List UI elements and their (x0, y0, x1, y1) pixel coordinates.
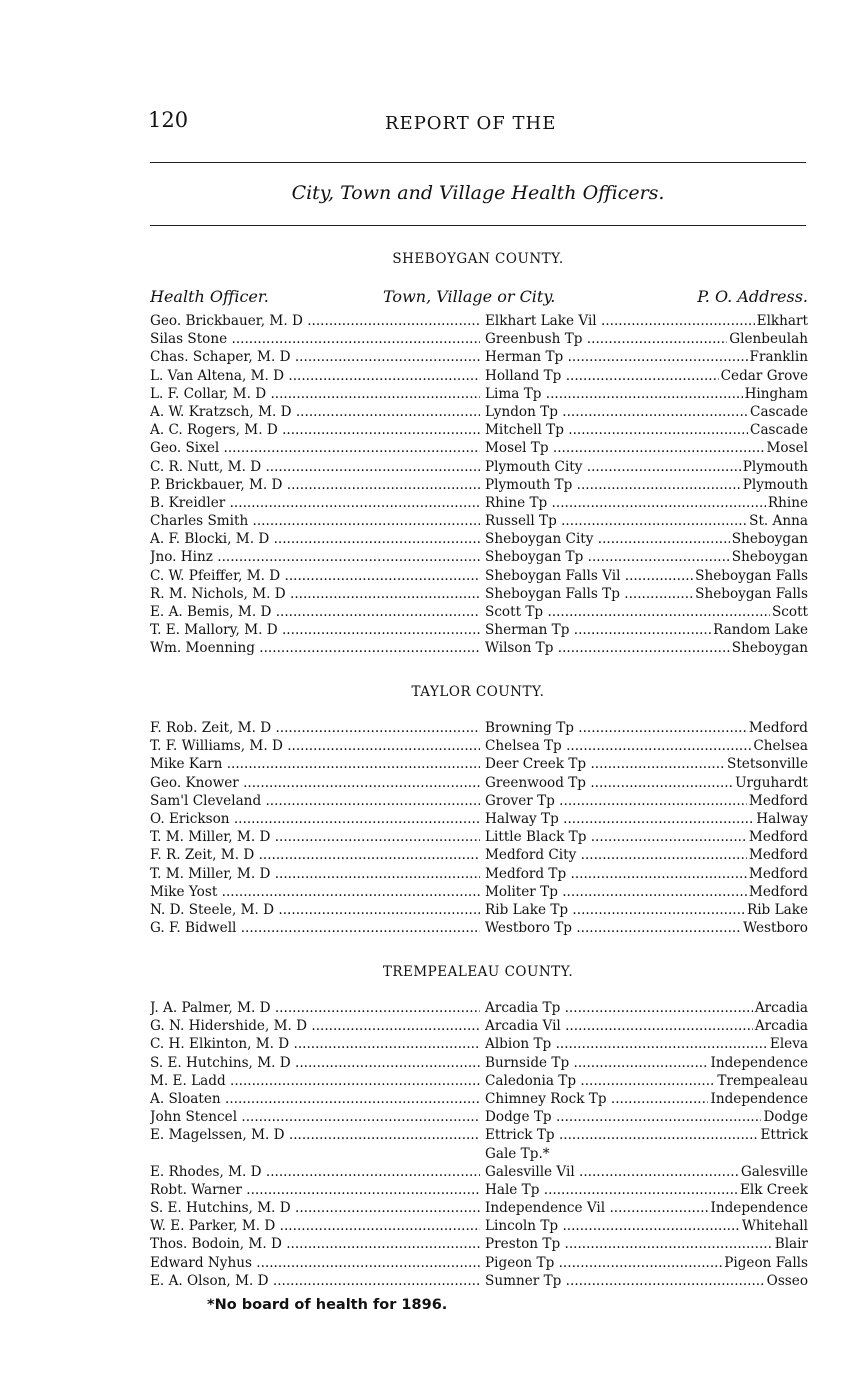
town-name: Mitchell Tp (485, 422, 564, 439)
table-row (150, 999, 808, 1017)
health-officer-cell: F. R. Zeit, M. D ..... (150, 846, 480, 864)
po-address: Eleva (769, 1036, 808, 1053)
table-row (150, 1054, 808, 1072)
health-officer-cell: Geo. Brickbauer, M. D ..... (150, 312, 480, 330)
health-officer-cell: Sam'l Cleveland ..... (150, 792, 480, 810)
town-cell (485, 774, 808, 792)
table-row (150, 1163, 808, 1181)
table-row (150, 1181, 808, 1199)
town-cell (485, 1272, 808, 1290)
table-row (150, 846, 808, 864)
town-name: Sumner Tp (485, 1272, 562, 1289)
po-address: Franklin (749, 349, 808, 366)
table-row (150, 1108, 808, 1126)
po-address: Scott (771, 604, 808, 620)
table-row (150, 494, 808, 512)
table-row (150, 719, 808, 737)
health-officer-cell: Mike Yost ..... (150, 883, 480, 901)
table-row (150, 403, 808, 421)
health-officer-cell: C. W. Pfeiffer, M. D ..... (150, 567, 480, 585)
town-name: Wilson Tp (485, 640, 554, 657)
po-address: Plymouth (742, 476, 808, 493)
town-cell (485, 828, 808, 846)
footnote: *No board of health for 1896. (207, 1297, 448, 1313)
health-officer-cell: N. D. Steele, M. D ..... (150, 901, 480, 919)
town-name: Rhine Tp (485, 494, 548, 511)
town-cell (485, 494, 808, 512)
running-head: REPORT OF THE (385, 113, 557, 134)
town-name: Russell Tp (485, 513, 557, 530)
town-name: Halway Tp (485, 810, 559, 827)
po-address: Trempealeau (717, 1072, 808, 1089)
top-rule (150, 162, 806, 163)
table-row (150, 828, 808, 846)
town-name: Lyndon Tp (485, 403, 558, 420)
table-row (150, 792, 808, 810)
health-officer-cell: Chas. Schaper, M. D ..... (150, 348, 480, 366)
town-cell (485, 639, 808, 657)
po-address: Arcadia (754, 1000, 808, 1016)
town-name: Lincoln Tp (485, 1218, 559, 1235)
health-officer-cell: T. M. Miller, M. D ..... (150, 828, 480, 846)
town-cell (485, 312, 808, 330)
town-name: Moliter Tp (485, 883, 558, 900)
town-cell (485, 1017, 808, 1035)
table-row (150, 530, 808, 548)
health-officer-cell: L. Van Altena, M. D ..... (150, 367, 480, 385)
table-row (150, 883, 808, 901)
town-cell (485, 755, 808, 773)
po-address: Rib Lake (746, 901, 808, 918)
title-rule (150, 225, 806, 226)
health-officer-cell: Wm. Moenning ..... (150, 639, 480, 657)
town-cell (485, 403, 808, 421)
town-name: Galesville Vil (485, 1163, 575, 1180)
table-row (150, 439, 808, 457)
po-address: Galesville (740, 1163, 808, 1180)
town-cell (485, 458, 808, 476)
health-officer-cell: Jno. Hinz ..... (150, 548, 480, 566)
health-officer-cell: P. Brickbauer, M. D ..... (150, 476, 480, 494)
health-officer-cell: A. C. Rogers, M. D ..... (150, 421, 480, 439)
health-officer-cell: T. M. Miller, M. D ..... (150, 865, 480, 883)
town-name: Greenwood Tp (485, 774, 586, 791)
town-name: Medford City (485, 847, 577, 864)
town-name: Plymouth City (485, 458, 583, 475)
town-name: Hale Tp (485, 1181, 540, 1198)
town-name: Sherman Tp (485, 622, 570, 639)
town-name: Independence Vil (485, 1200, 606, 1217)
po-address: Medford (748, 847, 808, 864)
table-row (150, 512, 808, 530)
table-row (150, 312, 808, 330)
po-address: Independence (710, 1054, 808, 1071)
health-officer-cell: G. F. Bidwell ..... (150, 919, 480, 937)
table-row (150, 1254, 808, 1272)
header-health-officer: Health Officer. (150, 287, 269, 306)
po-address: Medford (748, 792, 808, 809)
table-row (150, 901, 808, 919)
po-address: Cascade (750, 403, 808, 420)
table-row (150, 865, 808, 883)
town-cell (485, 1199, 808, 1217)
town-cell (485, 1108, 808, 1126)
table-row (150, 1035, 808, 1053)
town-name: Little Black Tp (485, 829, 587, 846)
table-row (150, 476, 808, 494)
po-address: Sheboygan Falls (695, 567, 808, 584)
town-name: Arcadia Tp (485, 1000, 561, 1016)
health-officer-cell: John Stencel ..... (150, 1108, 480, 1126)
header-address: P. O. Address. (697, 287, 808, 306)
header-town: Town, Village or City. (383, 287, 556, 306)
town-name: Herman Tp (485, 349, 564, 366)
town-cell (485, 999, 808, 1017)
table-row (150, 1199, 808, 1217)
health-officer-cell: R. M. Nichols, M. D ..... (150, 585, 480, 603)
town-cell (485, 367, 808, 385)
health-officer-cell: L. F. Collar, M. D ..... (150, 385, 480, 403)
table-row (150, 755, 808, 773)
town-name: Sheboygan Tp (485, 549, 584, 566)
county-table-sheboygan (150, 312, 808, 658)
health-officer-cell: S. E. Hutchins, M. D ..... (150, 1199, 480, 1217)
po-address: Mosel (766, 440, 808, 457)
po-address: Sheboygan (731, 531, 808, 548)
po-address: St. Anna (749, 513, 808, 530)
table-row (150, 1072, 808, 1090)
table-row (150, 621, 808, 639)
table-row (150, 1235, 808, 1253)
town-name: Westboro Tp (485, 920, 573, 937)
town-cell (485, 865, 808, 883)
town-cell (485, 883, 808, 901)
town-name: Greenbush Tp (485, 331, 583, 348)
table-row (150, 603, 808, 621)
health-officer-cell: G. N. Hidershide, M. D ..... (150, 1017, 480, 1035)
table-row (150, 919, 808, 937)
po-address: Osseo (766, 1272, 808, 1289)
town-name: Scott Tp (485, 604, 544, 620)
table-row (150, 348, 808, 366)
health-officer-cell: A. F. Blocki, M. D ..... (150, 530, 480, 548)
health-officer-cell: Charles Smith ..... (150, 512, 480, 530)
town-cell (485, 1235, 808, 1253)
town-name: Mosel Tp (485, 440, 549, 457)
town-cell (485, 810, 808, 828)
po-address: Medford (748, 829, 808, 846)
health-officer-cell: Edward Nyhus ..... (150, 1254, 480, 1272)
po-address: Ettrick (760, 1127, 808, 1144)
po-address: Sheboygan (731, 640, 808, 657)
town-name: Gale Tp.* (485, 1145, 550, 1162)
health-officer-cell: A. W. Kratzsch, M. D ..... (150, 403, 480, 421)
town-cell (485, 846, 808, 864)
health-officer-cell: F. Rob. Zeit, M. D ..... (150, 719, 480, 737)
table-row (150, 639, 808, 657)
section-title: City, Town and Village Health Officers. (291, 182, 665, 204)
town-name: Ettrick Tp (485, 1127, 555, 1144)
po-address: Westboro (743, 920, 808, 937)
po-address: Cedar Grove (720, 367, 808, 384)
health-officer-cell: Geo. Sixel ..... (150, 439, 480, 457)
table-row (150, 1090, 808, 1108)
town-cell (485, 1145, 808, 1163)
health-officer-cell: B. Kreidler ..... (150, 494, 480, 512)
town-cell (485, 792, 808, 810)
table-row (150, 385, 808, 403)
town-cell (485, 603, 808, 621)
town-name: Lima Tp (485, 385, 542, 402)
town-cell (485, 1217, 808, 1235)
county-heading-trempealeau: TREMPEALEAU COUNTY. (382, 964, 574, 980)
town-cell (485, 1072, 808, 1090)
health-officer-cell: O. Erickson ..... (150, 810, 480, 828)
town-cell (485, 1254, 808, 1272)
health-officer-cell: J. A. Palmer, M. D ..... (150, 999, 480, 1017)
town-cell (485, 1181, 808, 1199)
po-address: Pigeon Falls (724, 1254, 808, 1271)
po-address: Stetsonville (727, 756, 808, 773)
po-address: Arcadia (754, 1018, 808, 1035)
town-name: Preston Tp (485, 1236, 561, 1253)
po-address: Elk Creek (739, 1181, 808, 1198)
town-name: Rib Lake Tp (485, 901, 569, 918)
health-officer-cell: T. E. Mallory, M. D ..... (150, 621, 480, 639)
town-name: Grover Tp (485, 792, 555, 809)
health-officer-cell: E. Magelssen, M. D ..... (150, 1126, 480, 1144)
town-name: Elkhart Lake Vil (485, 313, 597, 329)
health-officer-cell: A. Sloaten ..... (150, 1090, 480, 1108)
town-name: Sheboygan Falls Tp (485, 585, 620, 602)
town-name: Albion Tp (485, 1036, 552, 1053)
health-officer-cell: Silas Stone ..... (150, 330, 480, 348)
page-number: 120 (148, 108, 189, 132)
town-name: Holland Tp (485, 367, 562, 384)
po-address: Independence (710, 1090, 808, 1107)
po-address: Random Lake (713, 622, 808, 639)
health-officer-cell: Geo. Knower ..... (150, 774, 480, 792)
town-cell (485, 530, 808, 548)
town-cell (485, 348, 808, 366)
po-address: Dodge (763, 1109, 808, 1126)
table-row (150, 737, 808, 755)
po-address: Rhine (767, 494, 808, 511)
health-officer-cell: S. E. Hutchins, M. D ..... (150, 1054, 480, 1072)
county-table-trempealeau (150, 999, 808, 1290)
po-address: Hingham (744, 385, 808, 402)
po-address: Sheboygan Falls (695, 585, 808, 602)
po-address: Medford (748, 883, 808, 900)
town-name: Sheboygan City (485, 531, 594, 548)
po-address: Blair (774, 1236, 808, 1253)
town-cell (485, 439, 808, 457)
health-officer-cell: Robt. Warner ..... (150, 1181, 480, 1199)
town-cell (485, 737, 808, 755)
po-address: Whitehall (741, 1218, 808, 1235)
health-officer-cell: Thos. Bodoin, M. D ..... (150, 1235, 480, 1253)
town-cell (485, 330, 808, 348)
health-officer-cell: Mike Karn ..... (150, 755, 480, 773)
health-officer-cell: E. A. Bemis, M. D ..... (150, 603, 480, 621)
town-name: Dodge Tp (485, 1109, 552, 1126)
town-cell (485, 1035, 808, 1053)
health-officer-cell: C. H. Elkinton, M. D ..... (150, 1035, 480, 1053)
town-name: Medford Tp (485, 865, 567, 882)
table-row (150, 330, 808, 348)
health-officer-cell: E. Rhodes, M. D ..... (150, 1163, 480, 1181)
po-address: Glenbeulah (729, 331, 808, 348)
table-row (150, 1017, 808, 1035)
town-name: Arcadia Vil (485, 1018, 561, 1035)
town-cell (485, 421, 808, 439)
town-name: Pigeon Tp (485, 1254, 555, 1271)
po-address: Urguhardt (735, 774, 808, 791)
health-officer-cell: M. E. Ladd ..... (150, 1072, 480, 1090)
po-address: Halway (756, 810, 808, 827)
health-officer-cell: C. R. Nutt, M. D ..... (150, 458, 480, 476)
po-address: Medford (748, 865, 808, 882)
table-row (150, 1126, 808, 1144)
table-row (150, 548, 808, 566)
town-cell (485, 385, 808, 403)
po-address: Sheboygan (731, 549, 808, 566)
table-row (150, 1145, 808, 1163)
town-cell (485, 901, 808, 919)
town-cell (485, 1126, 808, 1144)
town-cell (485, 1090, 808, 1108)
po-address: Medford (748, 720, 808, 736)
po-address: Independence (710, 1200, 808, 1217)
health-officer-cell: W. E. Parker, M. D ..... (150, 1217, 480, 1235)
town-cell (485, 567, 808, 585)
town-name: Deer Creek Tp (485, 756, 587, 773)
po-address: Elkhart (756, 313, 808, 329)
table-row (150, 810, 808, 828)
table-row (150, 567, 808, 585)
county-heading-taylor: TAYLOR COUNTY. (411, 684, 545, 700)
town-name: Chimney Rock Tp (485, 1090, 607, 1107)
town-name: Plymouth Tp (485, 476, 573, 493)
town-name: Chelsea Tp (485, 738, 562, 755)
table-row (150, 774, 808, 792)
town-name: Caledonia Tp (485, 1072, 577, 1089)
table-row (150, 421, 808, 439)
town-cell (485, 1054, 808, 1072)
county-table-taylor (150, 719, 808, 937)
table-row (150, 458, 808, 476)
town-cell (485, 512, 808, 530)
town-cell (485, 919, 808, 937)
health-officer-cell: T. F. Williams, M. D ..... (150, 737, 480, 755)
town-cell (485, 1163, 808, 1181)
po-address: Plymouth (742, 458, 808, 475)
town-cell (485, 719, 808, 737)
po-address: Chelsea (753, 738, 808, 755)
town-name: Sheboygan Falls Vil (485, 567, 621, 584)
county-heading-sheboygan: SHEBOYGAN COUNTY. (392, 251, 564, 267)
town-cell (485, 585, 808, 603)
town-cell (485, 476, 808, 494)
town-name: Browning Tp (485, 720, 574, 736)
table-row (150, 367, 808, 385)
column-headers (150, 287, 808, 309)
table-row (150, 1217, 808, 1235)
health-officer-cell: E. A. Olson, M. D ..... (150, 1272, 480, 1290)
town-cell (485, 621, 808, 639)
po-address: Cascade (750, 422, 808, 439)
table-row (150, 1272, 808, 1290)
town-name: Burnside Tp (485, 1054, 570, 1071)
table-row (150, 585, 808, 603)
town-cell (485, 548, 808, 566)
